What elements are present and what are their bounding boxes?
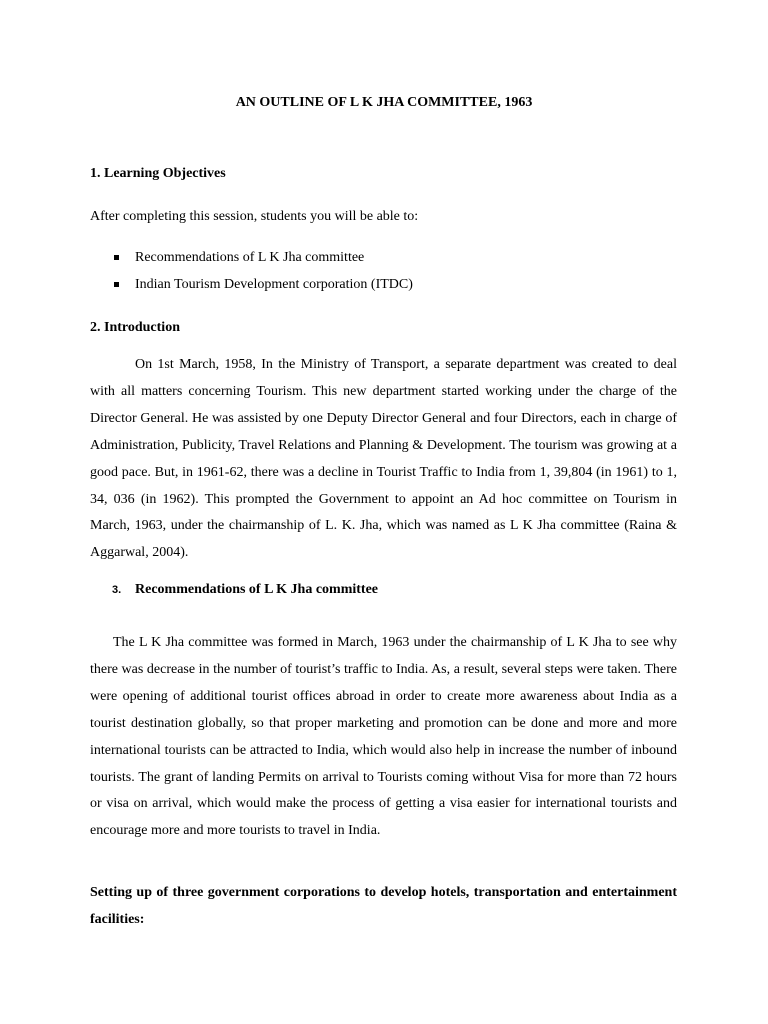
list-item-text: Indian Tourism Development corporation (ITDC) [135,277,413,292]
introduction-paragraph: On 1st March, 1958, In the Ministry of Transport, a separate department was created to deal with all matters concerning Tourism. This new department started working under the charge of the Director General. He was assisted by one Deputy Director General and four Directors, each in charge of Administration, Publicity, Travel Relations and Planning & Development. The tourism was growing at a good pace. But, in 1961-62, there was a decline in Tourist Traffic to India from 1, 39,804 (in 1961) to 1, 34, 036 (in 1962). This prompted the Government to appoint an Ad hoc committee on Tourism in March, 1963, under the chairmanship of L. K. Jha, which was named as L K Jha committee (Raina & Aggarwal, 2004). [90,357,677,561]
section-heading-text: Recommendations of L K Jha committee [135,582,379,597]
section-heading-learning-objectives: 1. Learning Objectives [90,166,226,181]
list-item [90,276,690,303]
section-number: 3. [112,584,122,596]
learning-objectives-intro: After completing this session, students you will be able to: [90,209,419,224]
list-item [90,249,690,276]
section-heading-introduction: 2. Introduction [90,320,180,335]
corporations-bold-paragraph: Setting up of three government corporations to develop hotels, transportation and entertainment facilities: [90,885,677,927]
document-title: AN OUTLINE OF L K JHA COMMITTEE, 1963 [235,95,533,110]
learning-objectives-list [90,249,690,303]
section-heading-recommendations [112,581,378,599]
square-bullet-icon [114,282,119,287]
recommendations-paragraph: The L K Jha committee was formed in March, 1963 under the chairmanship of L K Jha to see why there was decrease in the number of tourist’s traffic to India. As, a result, several steps were taken. There were opening of additional tourist offices abroad in order to create more awareness about India as a tourist destination globally, so that proper marketing and promotion can be done and more and more international tourists can be attracted to India, which would also help in increase the number of inbound tourists. The grant of landing Permits on arrival to Tourists coming without Visa for more than 72 hours or visa on arrival, which would make the process of getting a visa easier for international tourists and encourage more and more tourists to travel in India. [90,635,677,839]
list-item-text: Recommendations of L K Jha committee [135,250,365,265]
square-bullet-icon [114,255,119,260]
